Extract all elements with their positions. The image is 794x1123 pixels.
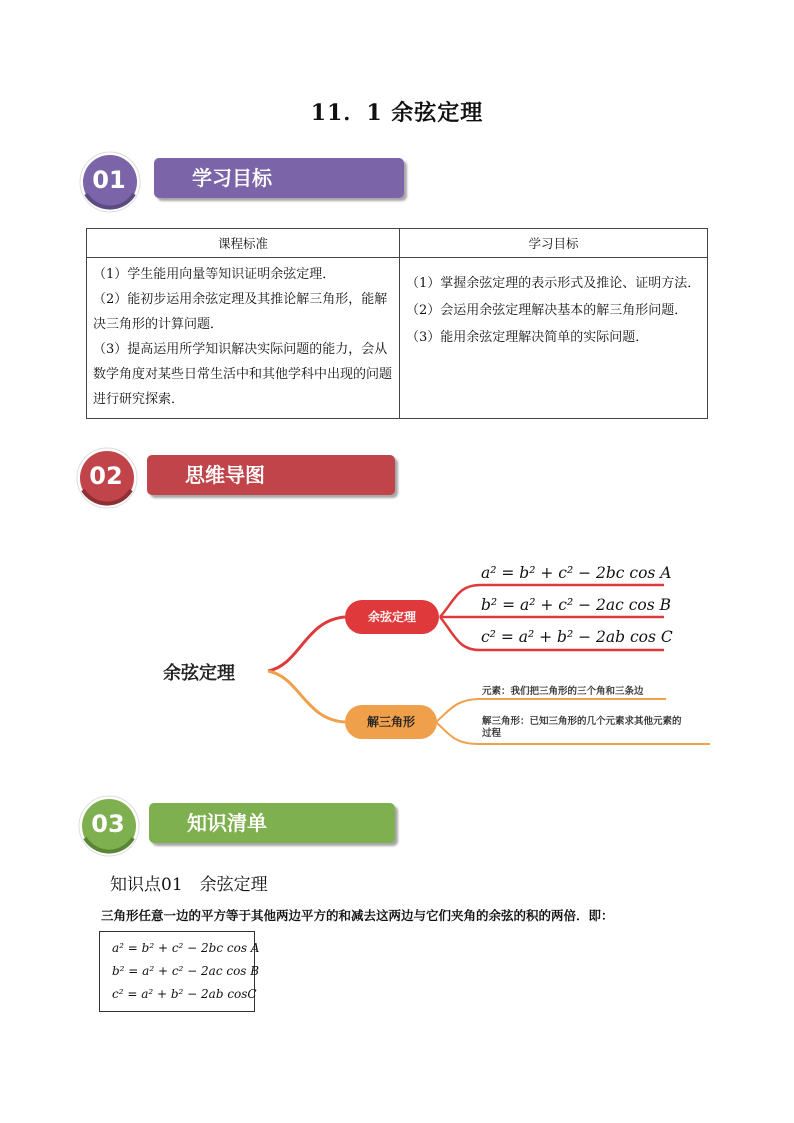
mindmap-root: 余弦定理 bbox=[163, 663, 235, 684]
section-number-01: 01 bbox=[92, 166, 126, 194]
mindmap-note-solve: 解三角形：已知三角形的几个元素求其他元素的 bbox=[482, 716, 682, 727]
section-number-03: 03 bbox=[91, 810, 125, 838]
mindmap-formula-a: a² = b² + c² − 2bc cos A bbox=[481, 564, 672, 582]
formula-c: c² = a² + b² − 2ab cosC bbox=[112, 987, 257, 1001]
mindmap-branch-cosine bbox=[345, 600, 439, 634]
formula-b: b² = a² + c² − 2ac cos B bbox=[112, 964, 260, 978]
list-item: （2）能初步运用余弦定理及其推论解三角形，能解决三角形的计算问题． bbox=[93, 292, 388, 332]
list-item: （1）掌握余弦定理的表示形式及推论、证明方法． bbox=[406, 276, 701, 291]
list-item: （1）学生能用向量等知识证明余弦定理． bbox=[93, 267, 336, 282]
page-title: 11．1 余弦定理 bbox=[310, 100, 484, 126]
table-header-standard: 课程标准 bbox=[87, 229, 400, 258]
section-label-03: 知识清单 bbox=[187, 811, 267, 835]
formula-a: a² = b² + c² − 2bc cos A bbox=[112, 941, 260, 955]
list-item: （3）提高运用所学知识解决实际问题的能力，会从数学角度对某些日常生活中和其他学科中出现的问题进行研究探索． bbox=[93, 342, 393, 407]
branch-solve-label: 解三角形 bbox=[366, 715, 415, 729]
list-item: （3）能用余弦定理解决简单的实际问题． bbox=[406, 330, 649, 345]
section-number-02: 02 bbox=[89, 462, 123, 490]
section-bar-03 bbox=[149, 803, 395, 843]
knowledge-point-text: 三角形任意一边的平方等于其他两边平方的和减去这两边与它们夹角的余弦的积的两倍．即： bbox=[101, 908, 614, 923]
mindmap-note-solve-cont: 过程 bbox=[482, 728, 502, 739]
section-label-01: 学习目标 bbox=[192, 166, 272, 190]
mindmap-formula-b: b² = a² + c² − 2ac cos B bbox=[481, 596, 672, 614]
table-header-goals: 学习目标 bbox=[400, 229, 708, 258]
mindmap-branch-solve bbox=[345, 705, 437, 739]
list-item: （2）会运用余弦定理解决基本的解三角形问题． bbox=[406, 303, 688, 318]
formula-box bbox=[99, 931, 260, 1012]
mindmap-note-elements: 元素：我们把三角形的三个角和三条边 bbox=[482, 686, 644, 697]
section-label-02: 思维导图 bbox=[185, 463, 265, 487]
mindmap-formula-c: c² = a² + b² − 2ab cos C bbox=[481, 628, 673, 646]
knowledge-point-title: 知识点01 余弦定理 bbox=[110, 875, 268, 895]
branch-cosine-label: 余弦定理 bbox=[367, 610, 416, 624]
